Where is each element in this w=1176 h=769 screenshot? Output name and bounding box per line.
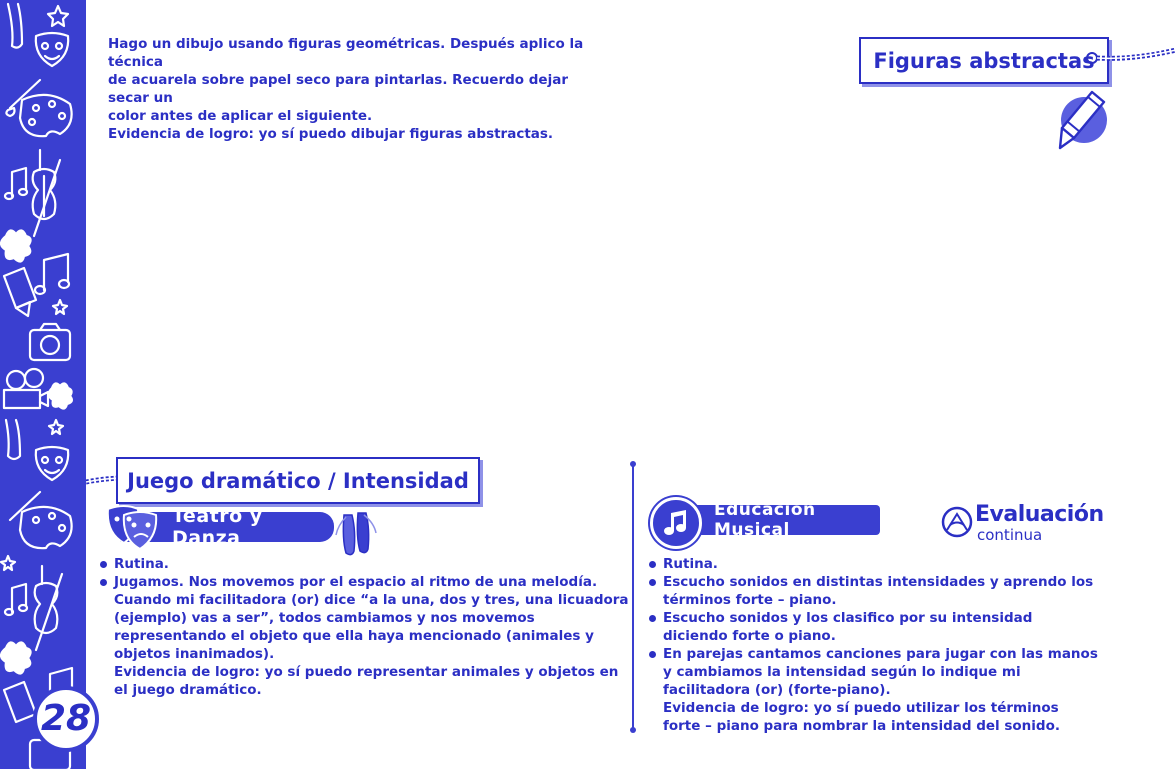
figuras-title: Figuras abstractas — [873, 48, 1095, 73]
bullet-icon — [649, 615, 656, 622]
evidence-label: Evidencia de logro — [114, 664, 255, 680]
list-item-text: Jugamos. Nos movemos por el espacio al ritmo de una melodía. Cuando mi facilitadora (or) dice “a la una, dos y tres, una licuadora (ejemplo) vas a ser”, todos cambiamos y nos movemos representando el objeto que ella haya mencionado (animales y objetos inanimados). — [114, 574, 629, 662]
evidence-text: : yo sí puedo utilizar los términos forte – piano para nombrar la intensidad del sonido. — [663, 700, 1060, 734]
educacion-musical-text: Educación Musical — [714, 500, 816, 540]
figuras-description — [108, 35, 588, 143]
juego-title: Juego dramático / Intensidad — [127, 468, 469, 493]
evidence-text: : yo sí puedo dibujar figuras abstractas. — [248, 126, 554, 142]
list-item — [649, 609, 1099, 645]
figuras-title-box — [859, 37, 1109, 84]
list-item-text: En parejas cantamos canciones para jugar con las manos y cambiamos la intensidad según lo indique mi facilitadora (or) (forte-piano). — [663, 646, 1098, 698]
list-item — [100, 555, 630, 573]
teatro-activities — [100, 555, 630, 699]
list-item — [649, 645, 1099, 735]
evidence-label: Evidencia de logro — [663, 700, 804, 716]
ballet-shoes-icon — [334, 509, 378, 559]
teatro-danza-text: Teatro y Danza — [172, 505, 263, 549]
list-item — [649, 573, 1099, 609]
evaluation-title: Evaluación — [975, 502, 1104, 527]
bullet-icon — [100, 579, 107, 586]
evaluation-logo-icon — [941, 506, 973, 538]
list-item-text: Rutina. — [663, 556, 718, 572]
list-item-text: Escucho sonidos y los clasifico por su intensidad diciendo forte o piano. — [663, 610, 1033, 644]
bullet-icon — [100, 561, 107, 568]
column-divider — [632, 464, 634, 730]
page-number: 28 — [33, 686, 99, 752]
juego-title-box — [116, 457, 480, 504]
list-item — [100, 573, 630, 699]
music-note-glyph-icon — [662, 509, 690, 537]
theater-masks-icon — [104, 503, 160, 551]
figuras-line: color antes de aplicar el siguiente. — [108, 108, 373, 124]
bullet-icon — [649, 651, 656, 658]
musica-activities — [649, 555, 1099, 735]
figuras-line: de acuarela sobre papel seco para pintarlas. Recuerdo dejar secar un — [108, 72, 568, 106]
list-item — [649, 555, 1099, 573]
music-note-icon — [650, 497, 702, 549]
rope-icon — [1083, 48, 1176, 68]
pencil-icon — [1054, 88, 1110, 154]
list-item-text: Rutina. — [114, 556, 169, 572]
bullet-icon — [649, 579, 656, 586]
evidence-label: Evidencia de logro — [108, 126, 249, 142]
figuras-line: Hago un dibujo usando figuras geométricas. Después aplico la técnica — [108, 36, 584, 70]
figuras-evidence — [108, 125, 588, 143]
sidebar-pattern-icon — [0, 0, 86, 769]
bullet-icon — [649, 561, 656, 568]
evaluation-subtitle: continua — [977, 526, 1043, 544]
sidebar — [0, 0, 86, 769]
evidence-text: : yo sí puedo representar animales y objetos en el juego dramático. — [114, 664, 619, 698]
list-item-text: Escucho sonidos en distintas intensidades y aprendo los términos forte – piano. — [663, 574, 1094, 608]
evaluation-logo — [941, 500, 1104, 546]
